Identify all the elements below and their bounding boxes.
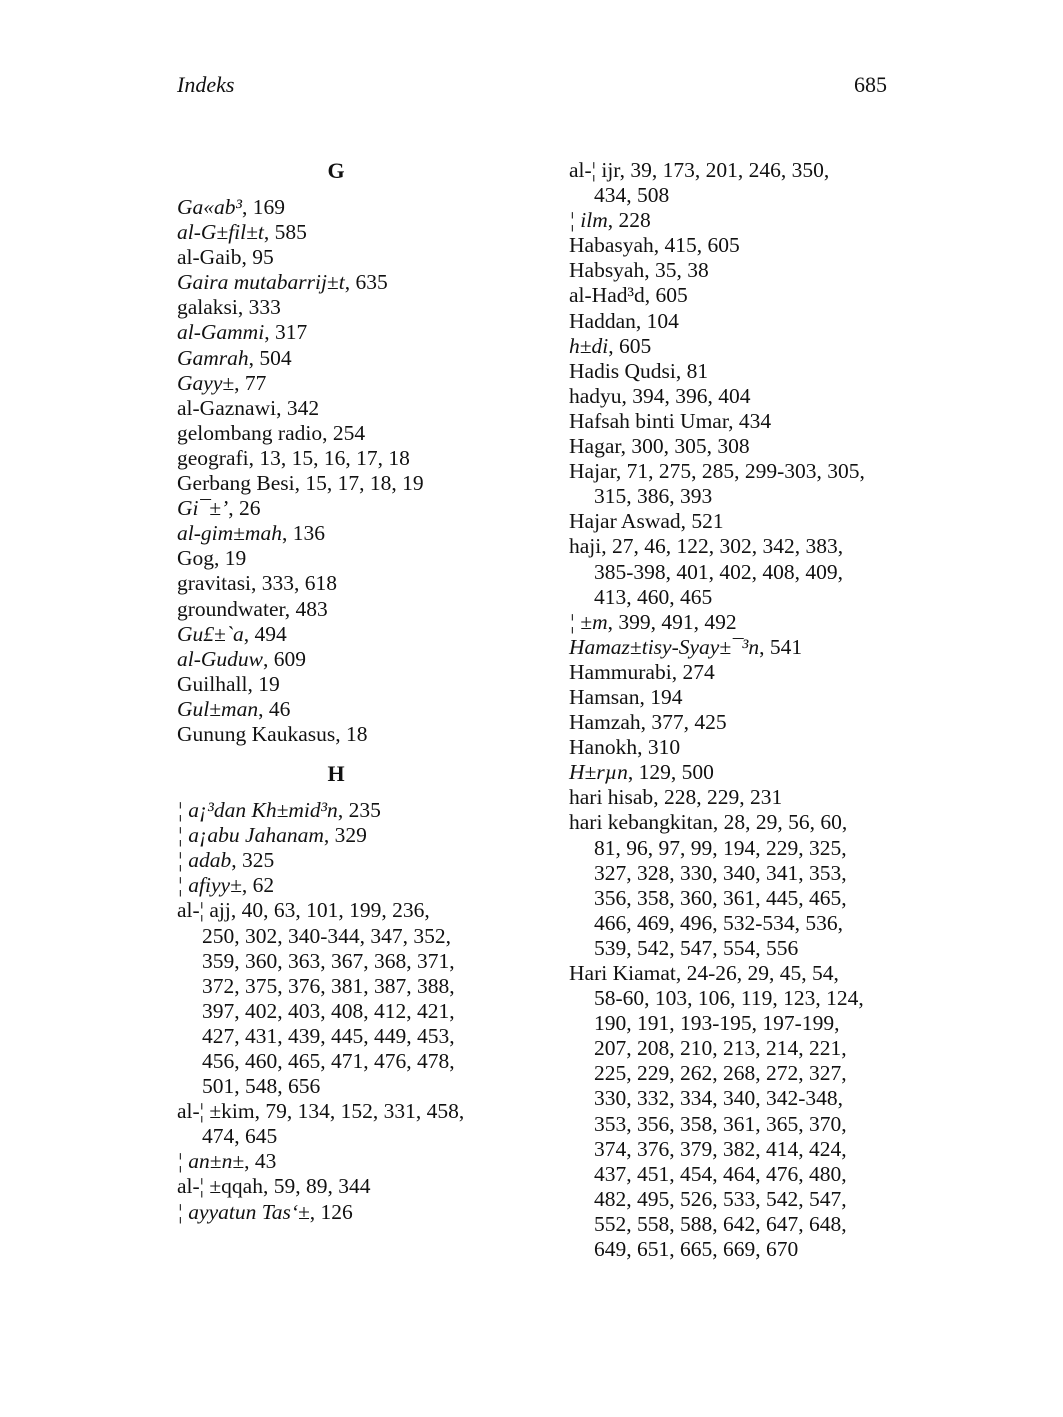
index-pages-continued: 330, 332, 334, 340, 342-348, xyxy=(594,1086,844,1111)
index-entry xyxy=(569,810,899,961)
index-entry xyxy=(569,309,899,334)
index-pages-continued: 250, 302, 340-344, 347, 352, xyxy=(202,923,452,948)
index-pages-continued: 466, 469, 496, 532-534, 536, xyxy=(594,910,844,935)
index-pages: , 27, 46, 122, 302, 342, 383, xyxy=(601,534,844,559)
index-entry xyxy=(177,672,507,697)
index-term: Hajar xyxy=(569,459,616,484)
index-entry xyxy=(569,710,899,735)
index-entry xyxy=(569,635,899,660)
index-term: al-¦ ajj xyxy=(177,898,231,923)
index-entry xyxy=(177,270,507,295)
index-pages: , 541 xyxy=(759,634,803,659)
index-entry xyxy=(569,735,899,760)
index-entry xyxy=(177,1200,507,1225)
index-pages: , 18 xyxy=(335,721,368,746)
page-number: 685 xyxy=(854,72,887,97)
index-pages-continued: 372, 375, 376, 381, 387, 388, xyxy=(202,973,455,998)
index-pages: , 19 xyxy=(214,546,247,571)
index-pages: , 228, 229, 231 xyxy=(653,785,783,810)
index-entry xyxy=(569,258,899,283)
index-entry xyxy=(177,521,507,546)
index-entry xyxy=(569,384,899,409)
index-pages: , 605 xyxy=(644,283,688,308)
index-entry xyxy=(569,961,899,1262)
index-pages: , 415, 605 xyxy=(653,233,740,258)
index-pages: , 62 xyxy=(241,873,275,898)
index-term: Gi¯±’ xyxy=(177,496,229,521)
index-pages: , 609 xyxy=(263,646,306,671)
index-term: ¦ an±n± xyxy=(177,1149,245,1174)
index-term: Gerbang Besi xyxy=(177,471,295,496)
index-pages: , 605 xyxy=(608,333,652,358)
index-term: al-¦ ±kim xyxy=(177,1099,255,1124)
index-pages: , 71, 275, 285, 299-303, 305, xyxy=(615,459,865,484)
index-entry xyxy=(177,346,507,371)
index-entry xyxy=(177,848,507,873)
index-pages: , 40, 63, 101, 199, 236, xyxy=(230,898,430,923)
index-pages-continued: 359, 360, 363, 367, 368, 371, xyxy=(202,948,455,973)
index-entry xyxy=(177,320,507,345)
index-entry xyxy=(569,509,899,534)
index-pages: , 81 xyxy=(675,358,709,383)
index-entry xyxy=(177,622,507,647)
index-pages: , 43 xyxy=(244,1149,277,1174)
index-entry xyxy=(177,245,507,270)
index-pages: , 333 xyxy=(237,295,281,320)
index-term: al-Had³d xyxy=(569,283,645,308)
index-pages: , 46 xyxy=(258,696,291,721)
index-pages: , 317 xyxy=(264,320,308,345)
index-term: hadyu xyxy=(569,383,622,408)
index-entry xyxy=(177,697,507,722)
index-pages: , 494 xyxy=(243,621,287,646)
index-pages-continued: 315, 386, 393 xyxy=(594,484,713,509)
index-entry xyxy=(177,1174,507,1199)
index-pages-continued: 207, 208, 210, 213, 214, 221, xyxy=(594,1036,847,1061)
index-entry xyxy=(177,446,507,471)
index-term: Hamzah xyxy=(569,710,641,735)
index-pages: , 325 xyxy=(231,848,275,873)
index-entry xyxy=(177,195,507,220)
index-term: al-¦ ±qqah xyxy=(177,1174,263,1199)
index-term: Gaira mutabarrij±t xyxy=(177,270,345,295)
index-pages-continued: 552, 558, 588, 642, 647, 648, xyxy=(594,1211,847,1236)
index-pages: , 95 xyxy=(241,245,274,270)
index-pages-continued: 353, 356, 358, 361, 365, 370, xyxy=(594,1111,847,1136)
index-entry xyxy=(569,685,899,710)
index-term: ¦ afiyy± xyxy=(177,873,242,898)
index-pages-continued: 225, 229, 262, 268, 272, 327, xyxy=(594,1061,847,1086)
index-pages-continued: 397, 402, 403, 408, 412, 421, xyxy=(202,998,455,1023)
index-entry xyxy=(177,396,507,421)
index-term: al-G±fil±t xyxy=(177,220,264,245)
index-pages: , 235 xyxy=(337,798,381,823)
index-term: Gunung Kaukasus xyxy=(177,721,336,746)
index-entry xyxy=(177,1099,507,1149)
index-term: Hammurabi xyxy=(569,659,672,684)
index-term: ¦ adab xyxy=(177,848,232,873)
index-pages: , 333, 618 xyxy=(251,571,338,596)
index-entry xyxy=(177,471,507,496)
index-entry xyxy=(177,496,507,521)
index-pages: , 79, 134, 152, 331, 458, xyxy=(254,1099,465,1124)
index-pages: , 585 xyxy=(263,220,307,245)
index-term: Gog xyxy=(177,546,215,571)
index-term: gravitasi xyxy=(177,571,252,596)
index-term: ¦ ayyatun Tas‘± xyxy=(177,1199,310,1224)
index-term: Hanokh xyxy=(569,735,638,760)
index-term: Habsyah xyxy=(569,258,645,283)
index-entry xyxy=(177,571,507,596)
index-pages: , 24-26, 29, 45, 54, xyxy=(675,961,839,985)
index-term: Gamrah xyxy=(177,345,249,370)
index-pages-continued: 413, 460, 465 xyxy=(594,584,713,609)
index-entry xyxy=(569,434,899,459)
index-entry xyxy=(569,610,899,635)
index-pages: , 254 xyxy=(322,420,366,445)
index-term: Hafsah binti Umar xyxy=(569,408,729,433)
index-pages: , 59, 89, 344 xyxy=(262,1174,371,1199)
index-term: ¦ ±m xyxy=(569,609,608,634)
index-pages: , 194 xyxy=(639,684,683,709)
index-pages: , 399, 491, 492 xyxy=(607,609,737,634)
index-entry xyxy=(177,371,507,396)
index-term: al-Gaib xyxy=(177,245,242,270)
index-pages-continued: 327, 328, 330, 340, 341, 353, xyxy=(594,860,847,885)
index-term: Gayy± xyxy=(177,370,235,395)
index-entry xyxy=(177,1149,507,1174)
index-term: Guilhall xyxy=(177,671,248,696)
index-term: ¦ ilm xyxy=(569,208,608,233)
index-entry xyxy=(177,597,507,622)
index-column-left xyxy=(177,158,507,1225)
index-entry xyxy=(569,785,899,810)
entries-h xyxy=(177,798,507,1225)
index-entry xyxy=(177,421,507,446)
index-pages-continued: 539, 542, 547, 554, 556 xyxy=(594,935,799,960)
index-term: geografi xyxy=(177,445,249,470)
index-entry xyxy=(569,208,899,233)
index-entry xyxy=(569,283,899,308)
index-entry xyxy=(569,459,899,509)
index-pages-continued: 81, 96, 97, 99, 194, 229, 325, xyxy=(594,835,847,860)
index-term: al-Gaznawi xyxy=(177,395,277,420)
index-entry xyxy=(177,647,507,672)
index-pages: , 35, 38 xyxy=(644,258,709,283)
index-term: Hadis Qudsi xyxy=(569,358,676,383)
index-pages: , 635 xyxy=(344,270,388,295)
index-term: Hagar xyxy=(569,434,621,459)
index-term: ¦ a¡³dan Kh±mid³n xyxy=(177,798,338,823)
index-term: al-Guduw xyxy=(177,646,263,671)
index-entry xyxy=(177,898,507,1099)
index-pages: , 104 xyxy=(635,308,679,333)
index-pages-continued: 434, 508 xyxy=(594,183,670,208)
index-term: Hari Kiamat xyxy=(569,961,676,985)
index-term: ¦ a¡abu Jahanam xyxy=(177,823,324,848)
index-term: hari kebangkitan xyxy=(569,810,713,835)
index-term: Hamsan xyxy=(569,684,640,709)
index-pages: , 136 xyxy=(281,521,325,546)
index-pages: , 13, 15, 16, 17, 18 xyxy=(248,445,410,470)
index-entry xyxy=(569,233,899,258)
index-pages: , 504 xyxy=(248,345,292,370)
index-entry xyxy=(569,359,899,384)
index-pages: , 300, 305, 308 xyxy=(620,434,750,459)
index-pages-continued: 190, 191, 193-195, 197-199, xyxy=(594,1011,840,1036)
index-pages-continued: 456, 460, 465, 471, 476, 478, xyxy=(202,1049,455,1073)
index-pages: , 15, 17, 18, 19 xyxy=(294,471,424,496)
index-pages: , 483 xyxy=(284,596,328,621)
entries-g xyxy=(177,195,507,747)
index-term: groundwater xyxy=(177,596,285,621)
index-pages-continued: 356, 358, 360, 361, 445, 465, xyxy=(594,885,847,910)
index-term: galaksi xyxy=(177,295,238,320)
index-term: al-gim±mah xyxy=(177,521,282,546)
index-term: Haddan xyxy=(569,308,636,333)
index-pages: , 28, 29, 56, 60, xyxy=(712,810,848,835)
index-pages: , 39, 173, 201, 246, 350, xyxy=(619,158,830,182)
section-heading-h: H xyxy=(327,761,345,787)
index-pages: , 310 xyxy=(637,735,681,760)
index-term: Gul±man xyxy=(177,696,259,721)
index-pages: , 394, 396, 404 xyxy=(621,383,751,408)
index-pages: , 274 xyxy=(671,659,715,684)
index-pages-continued: 501, 548, 656 xyxy=(202,1074,321,1099)
index-pages: , 77 xyxy=(234,370,267,395)
index-pages-continued: 385-398, 401, 402, 408, 409, xyxy=(594,559,844,584)
index-entry xyxy=(569,760,899,785)
index-entry xyxy=(569,158,899,208)
index-pages-continued: 437, 451, 454, 464, 476, 480, xyxy=(594,1161,847,1186)
index-entry xyxy=(177,823,507,848)
index-term: haji xyxy=(569,534,602,559)
index-pages-continued: 649, 651, 665, 669, 670 xyxy=(594,1237,799,1262)
index-pages: , 377, 425 xyxy=(640,710,727,735)
index-entry xyxy=(569,534,899,609)
index-term: gelombang radio xyxy=(177,420,323,445)
index-pages: , 434 xyxy=(728,408,772,433)
index-pages-continued: 58-60, 103, 106, 119, 123, 124, xyxy=(594,986,864,1011)
index-entry xyxy=(177,873,507,898)
running-header xyxy=(177,72,887,102)
index-entry xyxy=(177,798,507,823)
section-heading-g: G xyxy=(327,158,345,183)
index-pages: , 329 xyxy=(323,823,367,848)
index-pages: , 26 xyxy=(228,496,261,521)
index-entry xyxy=(177,295,507,320)
index-pages-continued: 474, 645 xyxy=(202,1124,278,1149)
index-term: al-¦ ijr xyxy=(569,158,620,182)
index-pages-continued: 482, 495, 526, 533, 542, 547, xyxy=(594,1186,847,1211)
index-pages-continued: 427, 431, 439, 445, 449, 453, xyxy=(202,1023,455,1048)
index-term: Habasyah xyxy=(569,233,654,258)
index-column-right xyxy=(569,158,899,1262)
index-pages: , 228 xyxy=(607,208,651,233)
index-pages: , 129, 500 xyxy=(627,760,714,785)
index-term: H±rµn xyxy=(569,760,628,785)
index-term: Hajar Aswad xyxy=(569,509,681,534)
index-entry xyxy=(569,660,899,685)
index-term: Hamaz±tisy-Syay±¯³n xyxy=(569,634,760,659)
index-term: h±di xyxy=(569,333,609,358)
index-term: Ga«ab³ xyxy=(177,195,242,219)
index-entry xyxy=(569,409,899,434)
entries-h-continued xyxy=(569,158,899,1262)
index-pages-continued: 374, 376, 379, 382, 414, 424, xyxy=(594,1136,847,1161)
index-pages: , 19 xyxy=(247,671,280,696)
index-term: al-Gammi xyxy=(177,320,265,345)
index-pages: , 521 xyxy=(680,509,724,534)
index-pages: , 169 xyxy=(241,195,285,219)
index-entry xyxy=(177,722,507,747)
index-entry xyxy=(569,334,899,359)
index-entry xyxy=(177,220,507,245)
index-term: hari hisab xyxy=(569,785,654,810)
index-pages: , 342 xyxy=(276,395,320,420)
index-entry xyxy=(177,546,507,571)
index-pages: , 126 xyxy=(309,1199,353,1224)
running-title: Indeks xyxy=(177,72,235,97)
index-term: Gu£±`a xyxy=(177,621,244,646)
